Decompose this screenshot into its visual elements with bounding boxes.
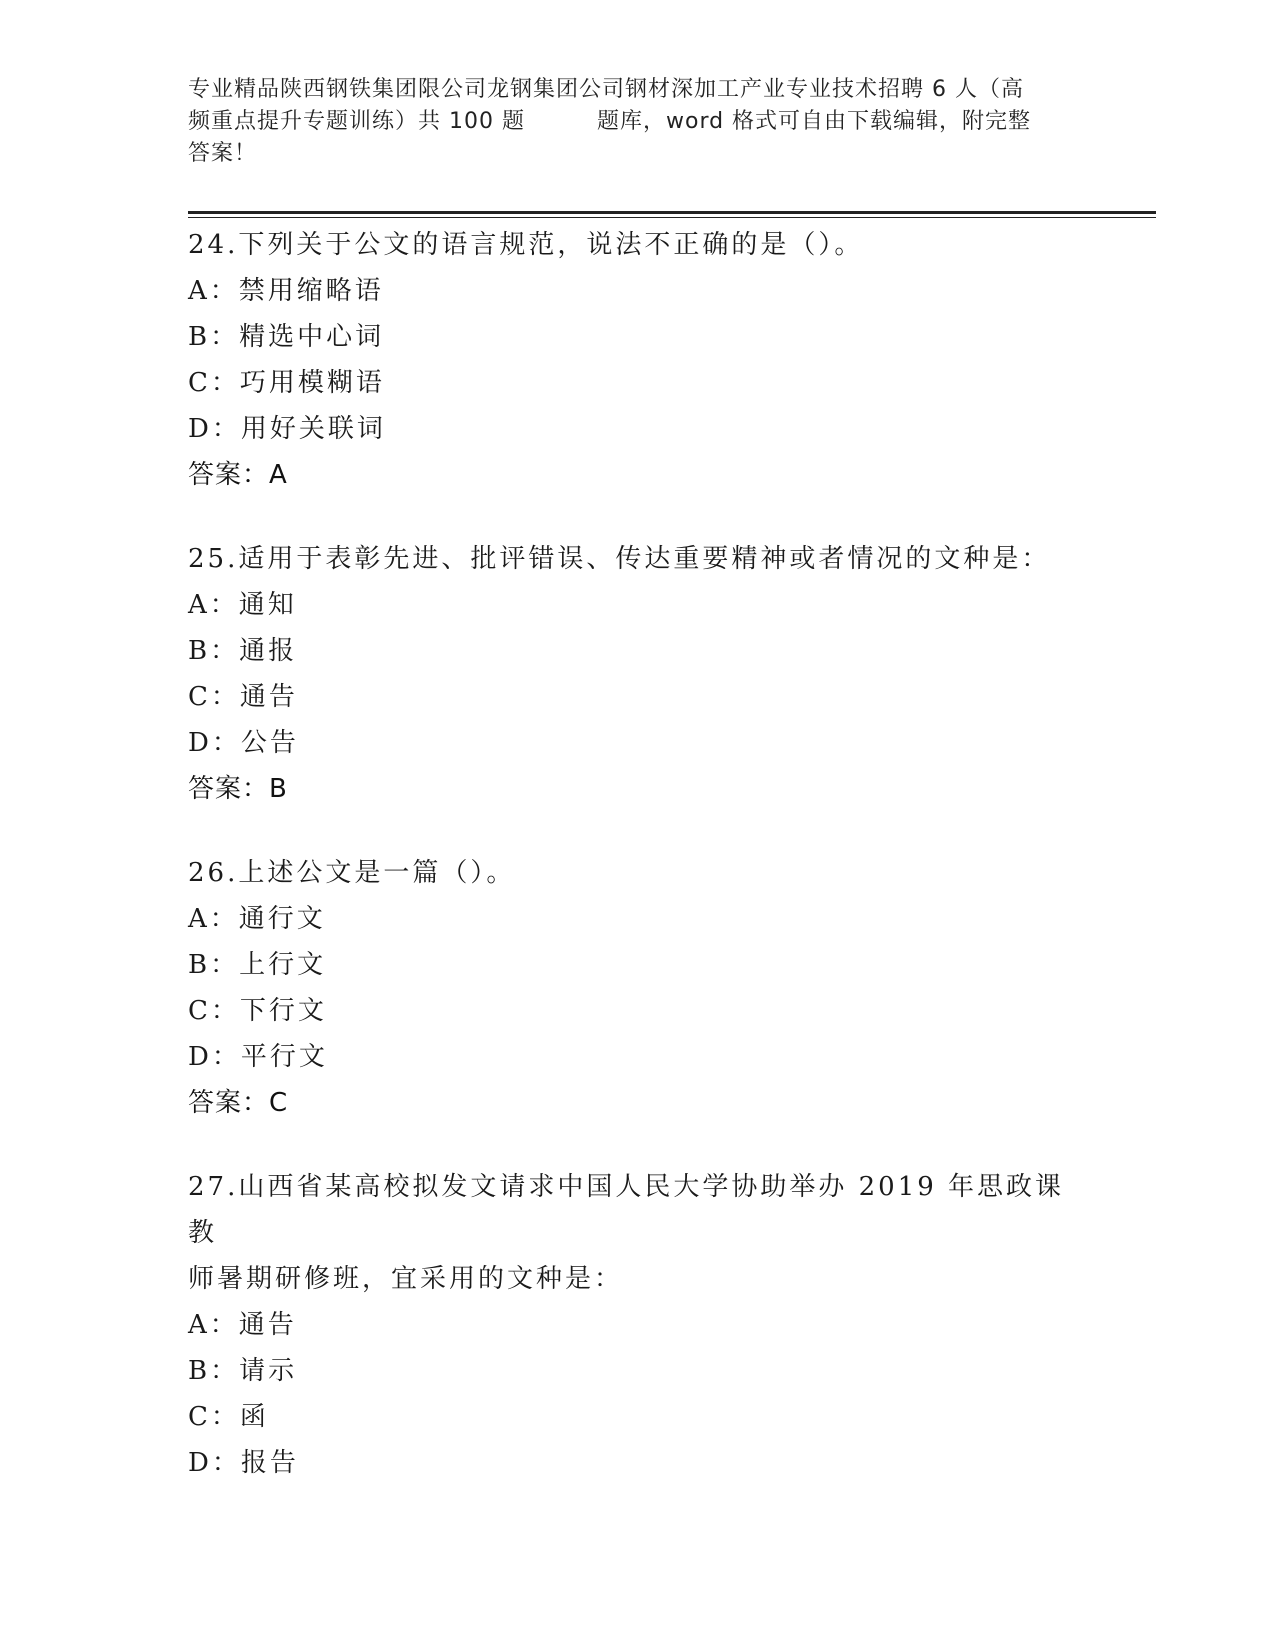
option-c: C：巧用模糊语	[188, 368, 385, 398]
option-b: B：精选中心词	[188, 322, 385, 352]
header-line-3: 答案！	[188, 141, 258, 166]
answer-line: 答案：C	[188, 1088, 289, 1118]
option-d: D：用好关联词	[188, 414, 386, 444]
header-divider-thin	[188, 217, 1156, 218]
header-line-2-part-1: 频重点提升专题训练）共 100 题	[188, 109, 525, 134]
question-stem: 25.适用于表彰先进、批评错误、传达重要精神或者情况的文种是：	[188, 544, 1051, 574]
header-line-2	[188, 106, 1088, 138]
answer-line: 答案：A	[188, 460, 288, 490]
option-c: C：通告	[188, 682, 298, 712]
option-d: D：平行文	[188, 1042, 328, 1072]
header-line-1: 专业精品陕西钢铁集团限公司龙钢集团公司钢材深加工产业专业技术招聘 6 人（高	[188, 77, 1024, 102]
question-stem: 26.上述公文是一篇（）。	[188, 858, 516, 888]
question-25	[188, 536, 1088, 812]
option-b: B：通报	[188, 636, 298, 666]
question-26	[188, 850, 1088, 1126]
question-27	[188, 1164, 1088, 1486]
question-list	[188, 222, 1088, 1524]
question-stem-line-1: 27.山西省某高校拟发文请求中国人民大学协助举办 2019 年思政课教	[188, 1172, 1065, 1248]
option-a: A：通告	[188, 1310, 297, 1340]
option-a: A：禁用缩略语	[188, 276, 384, 306]
header-line-2-part-2: 题库，word 格式可自由下载编辑，附完整	[596, 109, 1032, 134]
option-d: D：报告	[188, 1448, 299, 1478]
option-a: A：通知	[188, 590, 297, 620]
header-divider-thick	[188, 211, 1156, 214]
option-d: D：公告	[188, 728, 299, 758]
option-c: C：下行文	[188, 996, 327, 1026]
question-24	[188, 222, 1088, 498]
option-a: A：通行文	[188, 904, 326, 934]
document-header	[188, 74, 1088, 170]
question-stem: 24.下列关于公文的语言规范，说法不正确的是（）。	[188, 230, 864, 260]
question-stem-line-2: 师暑期研修班，宜采用的文种是：	[188, 1264, 624, 1294]
option-b: B：请示	[188, 1356, 298, 1386]
option-c: C：函	[188, 1402, 269, 1432]
option-b: B：上行文	[188, 950, 327, 980]
answer-line: 答案：B	[188, 774, 288, 804]
